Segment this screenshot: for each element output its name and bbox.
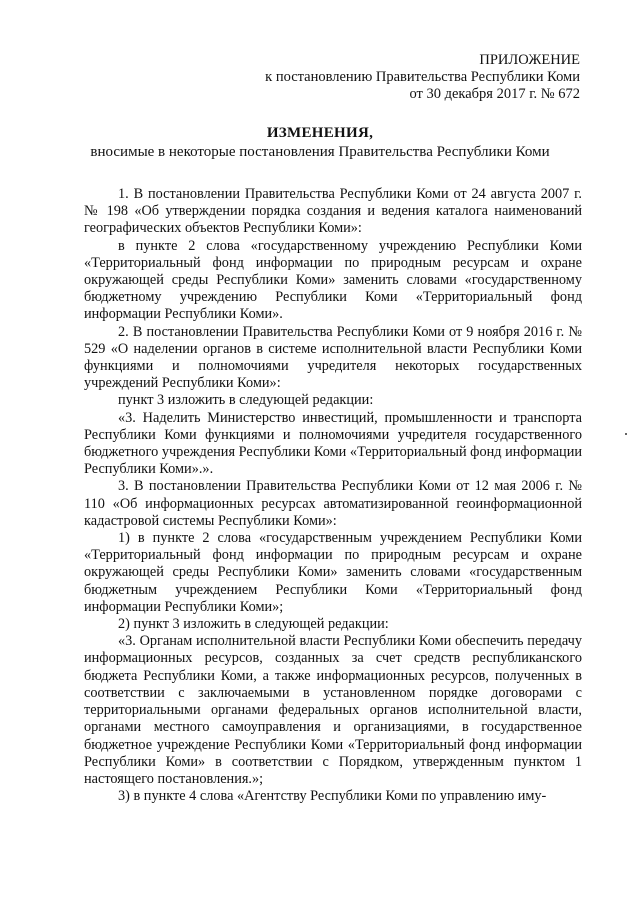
paragraph-5: «3. Наделить Министерство инвестиций, промышленности и транспорта Республики Коми функциями и полномочиями учредителя государственного бюджетного учреждения Республики Коми «Территориальный фонд информации Республики Коми».». — [84, 409, 582, 478]
appendix-date-number: от 30 декабря 2017 г. № 672 — [409, 86, 580, 102]
paragraph-9: «3. Органам исполнительной власти Республики Коми обеспечить передачу информационных ресурсов, созданных за счет средств республиканского бюджета Республики Коми, а также информационных ресурсов, полученных в соответствии с заключаемыми в установленном порядке договорами с территориальными органами федеральных органов исполнительной власти, органами местного самоуправления и организациями, в государственное бюджетное учреждение Республики Коми «Территориальный фонд информации Республики Коми» в соответствии с Порядком, утвержденным пунктом 1 настоящего постановления.»; — [84, 633, 582, 787]
appendix-resolution-ref: к постановлению Правительства Республики Коми — [265, 69, 580, 85]
document-heading — [60, 124, 580, 162]
paragraph-2: в пункте 2 слова «государственному учреждению Республики Коми «Территориальный фонд информации по природным ресурсам и охране окружающей среды Республики Коми» заменить словами «государственному бюджетному учреждению Республики Коми «Территориальный фонд информации Республики Коми». — [84, 237, 582, 323]
paragraph-4: пункт 3 изложить в следующей редакции: — [118, 392, 374, 409]
scan-speck — [625, 433, 627, 435]
appendix-header — [200, 52, 580, 103]
document-body — [84, 186, 582, 805]
paragraph-7: 1) в пункте 2 слова «государственным учреждением Республики Коми «Территориальный фонд информации по природным ресурсам и охране окружающей среды Республики Коми» заменить словами «государственным бюджетным учреждением Республики Коми «Территориальный фонд информации Республики Коми»; — [84, 530, 582, 615]
appendix-label: ПРИЛОЖЕНИЕ — [479, 52, 580, 68]
paragraph-3: 2. В постановлении Правительства Республики Коми от 9 ноября 2016 г. № 529 «О наделении органов в системе исполнительной власти Республики Коми функциями и полномочиями учредителя некоторых государственных учреждений Республики Коми»: — [84, 323, 582, 392]
paragraph-10: 3) в пункте 4 слова «Агентству Республики Коми по управлению иму- — [118, 788, 547, 805]
document-subtitle: вносимые в некоторые постановления Правительства Республики Коми — [90, 144, 550, 160]
paragraph-6: 3. В постановлении Правительства Республики Коми от 12 мая 2006 г. № 110 «Об информационных ресурсах автоматизированной геоинформационной кадастровой системы Республики Коми»: — [84, 478, 582, 529]
paragraph-8: 2) пункт 3 изложить в следующей редакции: — [118, 616, 389, 633]
paragraph-1: 1. В постановлении Правительства Республики Коми от 24 августа 2007 г. № 198 «Об утверждении порядка создания и ведения каталога наименований географических объектов Республики Коми»: — [84, 186, 582, 237]
document-title: ИЗМЕНЕНИЯ, — [266, 125, 374, 141]
